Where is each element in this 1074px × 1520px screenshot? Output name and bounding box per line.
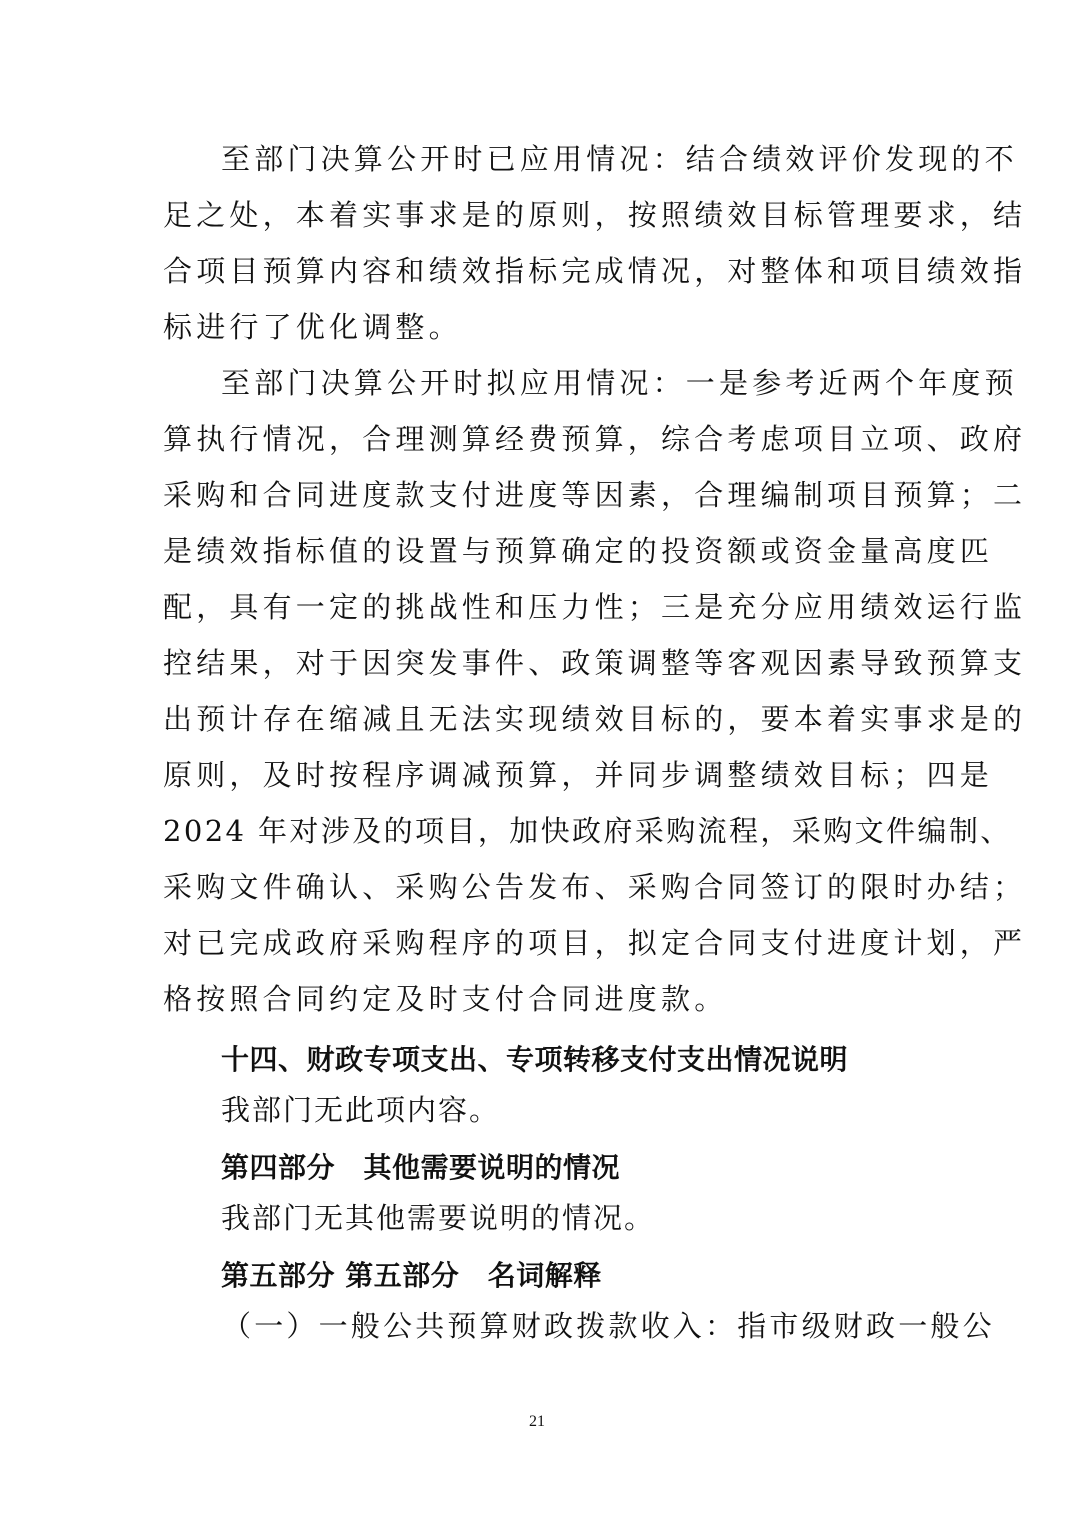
part-body: （一）一般公共预算财政拨款收入：指市级财政一般公 [222, 1309, 995, 1343]
paragraph-line: 采购和合同进度款支付进度等因素，合理编制项目预算；二 [163, 478, 1027, 512]
paragraph-line: 标进行了优化调整。 [163, 310, 462, 344]
part-body: 我部门无其他需要说明的情况。 [221, 1201, 656, 1235]
paragraph-line: 是绩效指标值的设置与预算确定的投资额或资金量高度匹 [163, 534, 994, 568]
paragraph-line: 原则，及时按程序调减预算，并同步调整绩效目标；四是 [163, 758, 994, 792]
paragraph-line: 对已完成政府采购程序的项目，拟定合同支付进度计划，严 [163, 926, 1027, 960]
paragraph-line: 至部门决算公开时已应用情况：结合绩效评价发现的不 [221, 142, 1018, 176]
part-heading: 第五部分 第五部分 名词解释 [221, 1259, 602, 1292]
paragraph-line: 配，具有一定的挑战性和压力性；三是充分应用绩效运行监 [163, 590, 1027, 624]
paragraph-line: 采购文件确认、采购公告发布、采购合同签订的限时办结； [163, 870, 1027, 904]
paragraph-line: 格按照合同约定及时支付合同进度款。 [163, 982, 728, 1016]
paragraph-line: 足之处，本着实事求是的原则，按照绩效目标管理要求，结 [163, 198, 1027, 232]
part-heading: 第四部分 其他需要说明的情况 [221, 1151, 621, 1184]
paragraph-line: 算执行情况，合理测算经费预算，综合考虑项目立项、政府 [163, 422, 1027, 456]
section-body: 我部门无此项内容。 [221, 1093, 501, 1127]
paragraph-line: 2024 年对涉及的项目，加快政府采购流程，采购文件编制、 [163, 814, 1012, 848]
page-number: 21 [529, 1413, 545, 1430]
paragraph-line: 至部门决算公开时拟应用情况：一是参考近两个年度预 [221, 366, 1018, 400]
paragraph-line: 控结果，对于因突发事件、政策调整等客观因素导致预算支 [163, 646, 1027, 680]
paragraph-line: 出预计存在缩减且无法实现绩效目标的，要本着实事求是的 [163, 702, 1027, 736]
section-heading: 十四、财政专项支出、专项转移支付支出情况说明 [221, 1043, 849, 1076]
paragraph-line: 合项目预算内容和绩效指标完成情况，对整体和项目绩效指 [163, 254, 1027, 288]
